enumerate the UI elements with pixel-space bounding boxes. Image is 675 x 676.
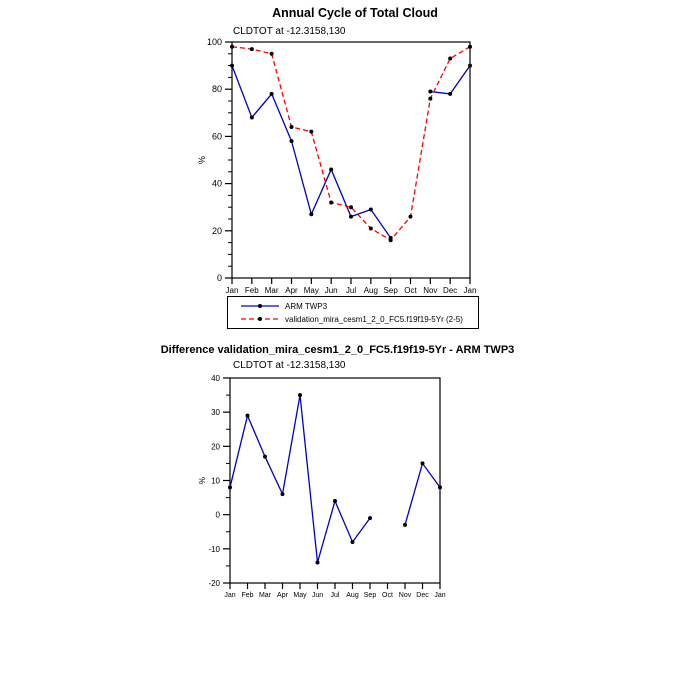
series-line xyxy=(405,463,440,525)
data-point-marker xyxy=(250,116,254,120)
x-tick-label: Nov xyxy=(398,592,412,599)
x-tick-label: May xyxy=(303,286,319,295)
x-tick-label: Apr xyxy=(285,286,298,295)
data-point-marker xyxy=(349,215,353,219)
x-tick-label: Apr xyxy=(277,592,288,599)
x-tick-label: Jan xyxy=(434,592,446,599)
data-point-marker xyxy=(438,485,442,489)
y-tick-label: 60 xyxy=(211,131,222,142)
data-point-marker xyxy=(369,208,373,212)
data-point-marker xyxy=(263,455,267,459)
data-point-marker xyxy=(351,540,355,544)
data-point-marker xyxy=(290,125,294,129)
data-point-marker xyxy=(428,90,432,94)
y-tick-label: 20 xyxy=(211,442,220,452)
y-tick-label: 0 xyxy=(215,510,220,520)
legend-line-dashed-icon xyxy=(240,314,280,324)
y-axis-label: % xyxy=(197,155,207,165)
y-tick-label: 0 xyxy=(216,273,222,283)
top-chart-subtitle: CLDTOT at -12.3158,130 xyxy=(233,26,346,37)
data-point-marker xyxy=(290,139,294,143)
data-point-marker xyxy=(448,92,452,96)
y-axis-label: % xyxy=(198,476,207,485)
data-point-marker xyxy=(329,167,333,171)
data-point-marker xyxy=(298,393,302,397)
x-tick-label: Sep xyxy=(383,286,398,295)
y-tick-label: 20 xyxy=(211,225,222,236)
y-tick-label: 100 xyxy=(206,37,222,47)
x-tick-label: Aug xyxy=(346,592,359,599)
legend-line-solid-icon xyxy=(240,301,280,311)
x-tick-label: Jul xyxy=(345,286,357,295)
y-tick-label: -10 xyxy=(208,544,220,554)
y-tick-label: 40 xyxy=(211,178,222,189)
x-tick-label: Jun xyxy=(311,592,324,599)
data-point-marker xyxy=(421,461,425,465)
data-point-marker xyxy=(230,45,234,49)
legend xyxy=(227,296,479,329)
bottom-chart-title: Difference validation_mira_cesm1_2_0_FC5.f19f19-5Yr - ARM TWP3 xyxy=(160,344,515,356)
data-point-marker xyxy=(369,226,373,230)
series-line xyxy=(232,47,470,241)
x-tick-label: Jan xyxy=(225,286,239,295)
x-tick-label: Nov xyxy=(423,286,438,295)
legend-label-validation: validation_mira_cesm1_2_0_FC5.f19f19-5Yr (2-5) xyxy=(285,314,463,324)
data-point-marker xyxy=(281,492,285,496)
data-point-marker xyxy=(316,561,320,565)
series-line xyxy=(430,66,470,94)
x-tick-label: Jul xyxy=(330,592,340,599)
x-tick-label: Dec xyxy=(416,592,429,599)
top-chart-title: Annual Cycle of Total Cloud xyxy=(272,6,438,20)
data-point-marker xyxy=(349,205,353,209)
annual-cycle-total-cloud-plot xyxy=(197,37,476,295)
x-tick-label: Mar xyxy=(264,286,279,295)
x-tick-label: Jun xyxy=(324,286,338,295)
data-point-marker xyxy=(333,499,337,503)
y-tick-label: 30 xyxy=(211,408,220,418)
x-tick-label: Jan xyxy=(224,592,236,599)
data-point-marker xyxy=(309,212,313,216)
data-point-marker xyxy=(403,523,407,527)
x-tick-label: Mar xyxy=(258,592,272,599)
data-point-marker xyxy=(448,57,452,61)
data-point-marker xyxy=(270,92,274,96)
data-point-marker xyxy=(329,200,333,204)
x-tick-label: May xyxy=(293,592,307,599)
data-point-marker xyxy=(468,45,472,49)
x-tick-label: Feb xyxy=(241,592,254,599)
x-tick-label: Aug xyxy=(363,286,378,295)
y-tick-label: 40 xyxy=(211,374,220,383)
plot-frame xyxy=(232,42,470,278)
plot-frame xyxy=(230,378,440,583)
x-tick-label: Sep xyxy=(363,592,377,599)
data-point-marker xyxy=(409,215,413,219)
series-line xyxy=(232,66,391,238)
data-point-marker xyxy=(230,64,234,68)
data-point-marker xyxy=(468,64,472,68)
x-tick-label: Feb xyxy=(244,286,259,295)
data-point-marker xyxy=(368,516,372,520)
x-tick-label: Jan xyxy=(463,286,477,295)
x-tick-label: Dec xyxy=(443,286,458,295)
data-point-marker xyxy=(309,130,313,134)
data-point-marker xyxy=(250,47,254,51)
x-tick-label: Oct xyxy=(404,286,417,295)
legend-entry-validation xyxy=(240,314,474,324)
y-tick-label: -20 xyxy=(208,579,220,588)
difference-plot xyxy=(198,374,446,599)
y-tick-label: 80 xyxy=(211,84,222,95)
legend-entry-arm-twp3 xyxy=(240,301,474,311)
data-point-marker xyxy=(228,485,232,489)
legend-label-arm-twp3: ARM TWP3 xyxy=(285,301,328,311)
data-point-marker xyxy=(428,97,432,101)
data-point-marker xyxy=(270,52,274,56)
data-point-marker xyxy=(389,238,393,242)
data-point-marker xyxy=(246,414,250,418)
series-line xyxy=(230,395,370,562)
x-tick-label: Oct xyxy=(382,592,393,599)
bottom-chart-subtitle: CLDTOT at -12.3158,130 xyxy=(233,360,346,371)
y-tick-label: 10 xyxy=(211,476,220,486)
